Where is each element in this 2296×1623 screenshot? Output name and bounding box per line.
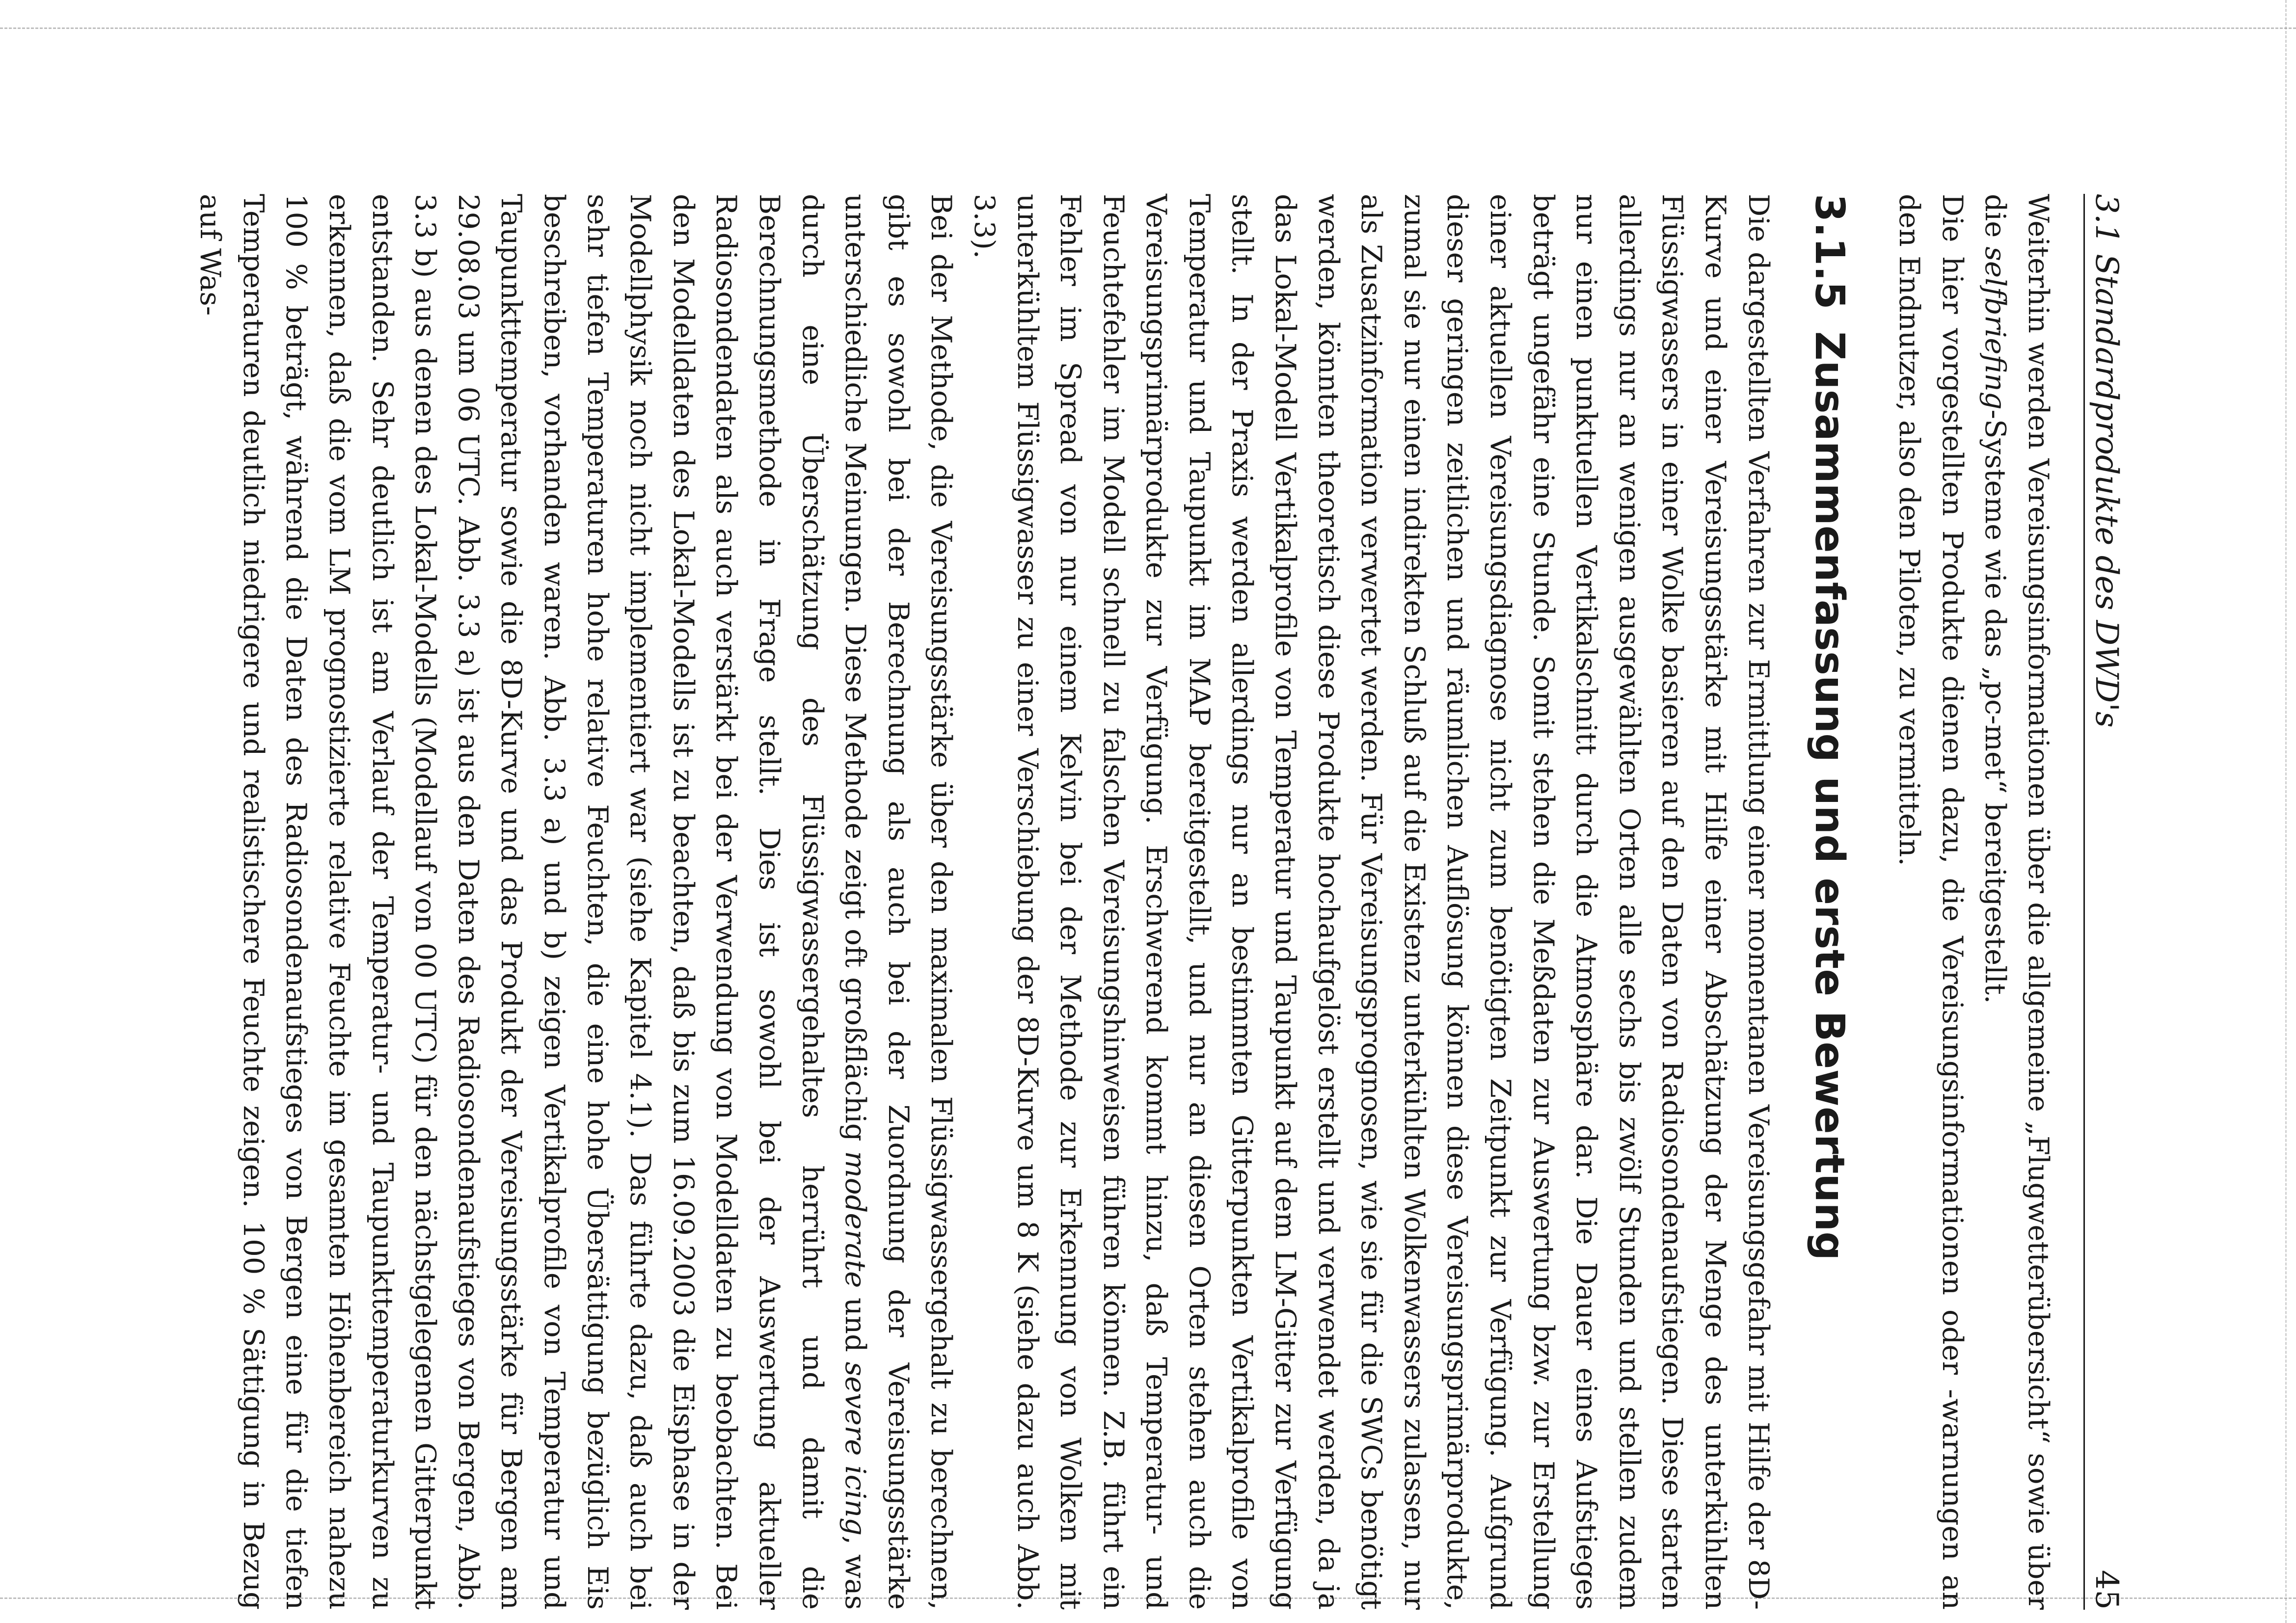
- section-heading: [1806, 194, 1853, 1610]
- scan-edge-top: [0, 27, 2296, 29]
- text-run: Die dargestellten Verfahren zur Ermittlung einer momentanen Vereisungsgefahr mit Hilfe der 8D-Kurve und einer Vereisungsstärke mit Hilfe einer Abschätzung der Menge des unterkühlten Flüssigwassers in einer Wolke basieren auf den Daten von Radiosondenaufstiegen. Diese starten allerdings nur an wenigen ausgewählten Orten alle sechs bis zwölf Stunden und stellen zudem nur einen punktuellen Vertikalschnitt durch die Atmosphäre dar. Die Dauer eines Aufstieges beträgt ungefähr eine Stunde. Somit stehen die Meßdaten zur Auswertung bzw. zur Erstellung einer aktuellen Vereisungsdiagnose nicht zum benötigten Zeitpunkt zur Verfügung. Aufgrund dieser geringen zeitlichen und räumlichen Auflösung können diese Vereisungsprimärprodukte, zumal sie nur einen indirekten Schluß auf die Existenz unterkühlten Wolkenwassers zulassen, nur als Zusatzinformation verwertet werden. Für Vereisungsprognosen, wie sie für die SWCs benötigt werden, könnten theoretisch diese Produkte hochaufgelöst erstellt und verwendet werden, da ja das Lokal-Modell Vertikalprofile von Temperatur und Taupunkt auf dem LM-Gitter zur Verfügung stellt. In der Praxis werden allerdings nur an bestimmten Gitterpunkten Vertikalprofile von Temperatur und Taupunkt im MAP bereitgestellt, und nur an diesen Orten stehen auch die Vereisungsprimärprodukte zur Verfügung. Erschwerend kommt hinzu, daß Temperatur- und Feuchtefehler im Modell schnell zu falschen Vereisungshinweisen führen können. Z.B. führt ein Fehler im Spread von nur einem Kelvin bei der Methode zur Erkennung von Wolken mit unterkühltem Flüssigwasser zu einer Verschiebung der 8D-Kurve um 8 K (siehe dazu auch Abb. 3.3).: [968, 194, 1775, 1610]
- intro-paragraph-2: [1888, 194, 1974, 1610]
- text-run: -Systeme wie das „pc-met“ bereitgestellt.: [1979, 409, 2012, 1004]
- running-head: [2083, 194, 2130, 1610]
- text-run: Weiterhin werden Vereisungsinformationen über die allgemeine „Flugwetterübersicht“ sowie über die: [1979, 194, 2055, 1610]
- running-title: 3.1 Standardprodukte des DWD's: [2088, 194, 2125, 728]
- italic-term: moderate: [839, 1151, 872, 1288]
- section-number: 3.1.5: [1806, 194, 1853, 310]
- scan-edge-right: [2285, 0, 2287, 1623]
- text-run: Die hier vorgestellten Produkte dienen dazu, die Vereisungsinformationen oder -warnungen an den Endnutzer, also den Piloten, zu vermitteln.: [1893, 194, 1969, 1610]
- document-page: [194, 194, 2130, 1610]
- text-run: und: [839, 1288, 872, 1362]
- section-title: Zusammenfassung und erste Bewertung: [1806, 331, 1853, 1261]
- text-run: , was durch eine Überschätzung des Flüssigwassergehaltes herrührt und damit die Berechnungsmethode in Frage stellt. Dies ist sowohl bei der Auswertung aktueller Radiosondendaten als auch verstärkt bei der Verwendung von Modelldaten zu beobachten. Bei den Modelldaten des Lokal-Modells ist zu beachten, daß bis zum 16.09.2003 die Eisphase in der Modellphysik noch nicht implementiert war (siehe Kapitel 4.1). Das führte dazu, daß auch bei sehr tiefen Temperaturen hohe relative Feuchten, die eine hohe Übersättigung bezüglich Eis beschreiben, vorhanden waren. Abb. 3.3 a) und b) zeigen Vertikalprofile von Temperatur und Taupunkttemperatur sowie die 8D-Kurve und das Produkt der Vereisungsstärke für Bergen am 29.08.03 um 06 UTC. Abb. 3.3 a) ist aus den Daten des Radiosondenaufstieges von Bergen, Abb. 3.3 b) aus denen des Lokal-Modells (Modellauf von 00 UTC) für den nächstgelegenen Gitterpunkt entstanden. Sehr deutlich ist am Verlauf der Temperatur- und Taupunkttemperaturkurven zu erkennen, daß die vom LM prognostizierte relative Feuchte im gesamten Höhenbereich nahezu 100 % beträgt, während die Daten des Radiosondenaufstieges von Bergen eine für die tiefen Temperaturen deutlich niedrigere und realistischere Feuchte zeigen. 100 % Sättigung in Bezug auf Was-: [194, 194, 872, 1610]
- intro-paragraph-1: [1974, 194, 2060, 1610]
- page-number: 45: [2088, 1570, 2125, 1610]
- body-paragraph-1: [963, 194, 1780, 1610]
- italic-term: severe icing: [839, 1361, 872, 1536]
- italic-term: selfbriefing: [1979, 246, 2012, 410]
- page-body: [189, 194, 2060, 1610]
- text-run: Bei der Methode, die Vereisungsstärke über den maximalen Flüssigwassergehalt zu berechnen, gibt es sowohl bei der Berechnung als auch bei der Zuordnung der Vereisungsstärke unterschiedliche Meinungen. Diese Methode zeigt oft großflächig: [839, 194, 958, 1610]
- body-paragraph-2: [189, 194, 963, 1610]
- intro-block: [1888, 194, 2060, 1610]
